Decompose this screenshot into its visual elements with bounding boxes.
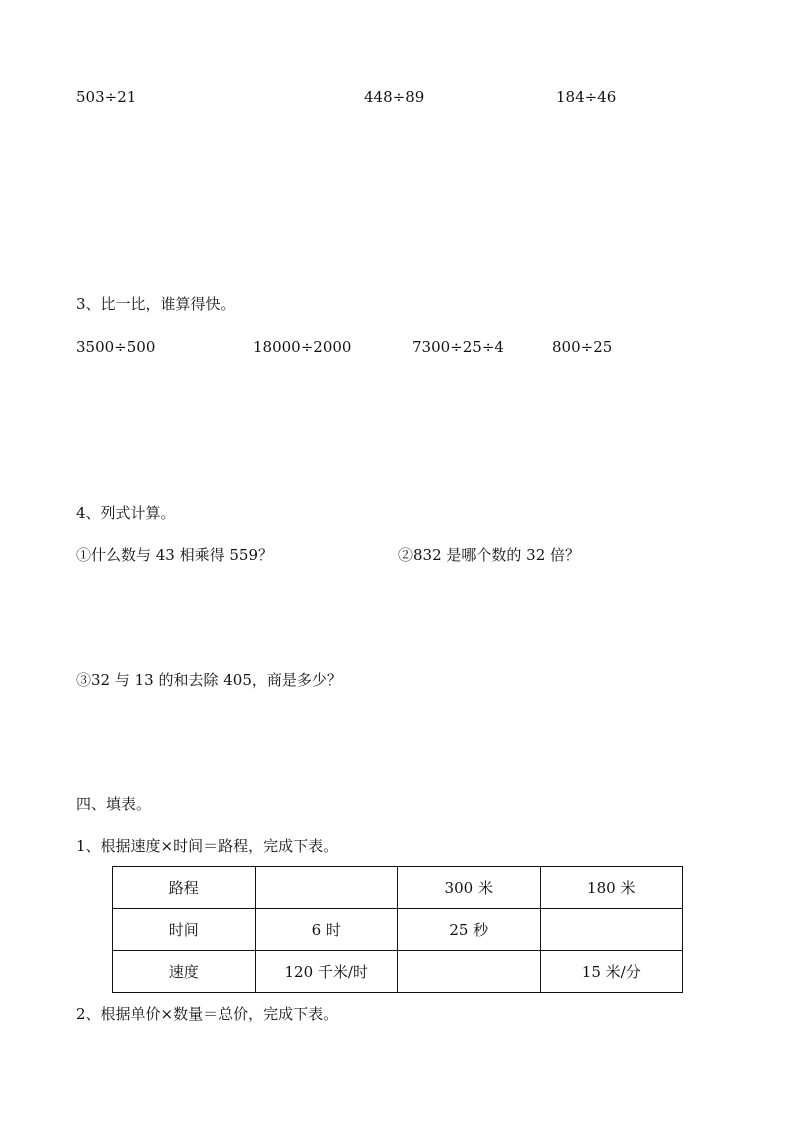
table-row-speed — [113, 951, 683, 993]
task2-instruction: 2、根据单价×数量＝总价，完成下表。 — [76, 1005, 339, 1023]
problem-800-div-25: 800÷25 — [552, 338, 613, 356]
table-cell: 120 千米/时 — [255, 951, 398, 993]
speed-time-distance-table — [112, 866, 683, 993]
problem-503-div-21: 503÷21 — [76, 88, 137, 106]
question-3: ③32 与 13 的和去除 405，商是多少？ — [76, 671, 342, 689]
question-2: ②832 是哪个数的 32 倍？ — [398, 546, 581, 564]
table-row-distance — [113, 867, 683, 909]
row-header-time: 时间 — [113, 909, 256, 951]
table-cell: 180 米 — [540, 867, 683, 909]
table-cell — [255, 867, 398, 909]
task1-instruction: 1、根据速度×时间＝路程，完成下表。 — [76, 837, 339, 855]
table-cell: 300 米 — [398, 867, 541, 909]
table-cell: 15 米/分 — [540, 951, 683, 993]
section4-title: 4、列式计算。 — [76, 504, 176, 522]
problem-184-div-46: 184÷46 — [556, 88, 617, 106]
table-row-time — [113, 909, 683, 951]
part4-heading: 四、填表。 — [76, 795, 152, 813]
problem-3500-div-500: 3500÷500 — [76, 338, 156, 356]
row-header-distance: 路程 — [113, 867, 256, 909]
problem-7300-div-25-div-4: 7300÷25÷4 — [412, 338, 504, 356]
problem-18000-div-2000: 18000÷2000 — [253, 338, 352, 356]
table-cell: 25 秒 — [398, 909, 541, 951]
problem-448-div-89: 448÷89 — [364, 88, 425, 106]
table-cell — [540, 909, 683, 951]
section3-title: 3、比一比，谁算得快。 — [76, 295, 236, 313]
table-cell: 6 时 — [255, 909, 398, 951]
table-cell — [398, 951, 541, 993]
question-1: ①什么数与 43 相乘得 559？ — [76, 546, 274, 564]
row-header-speed: 速度 — [113, 951, 256, 993]
